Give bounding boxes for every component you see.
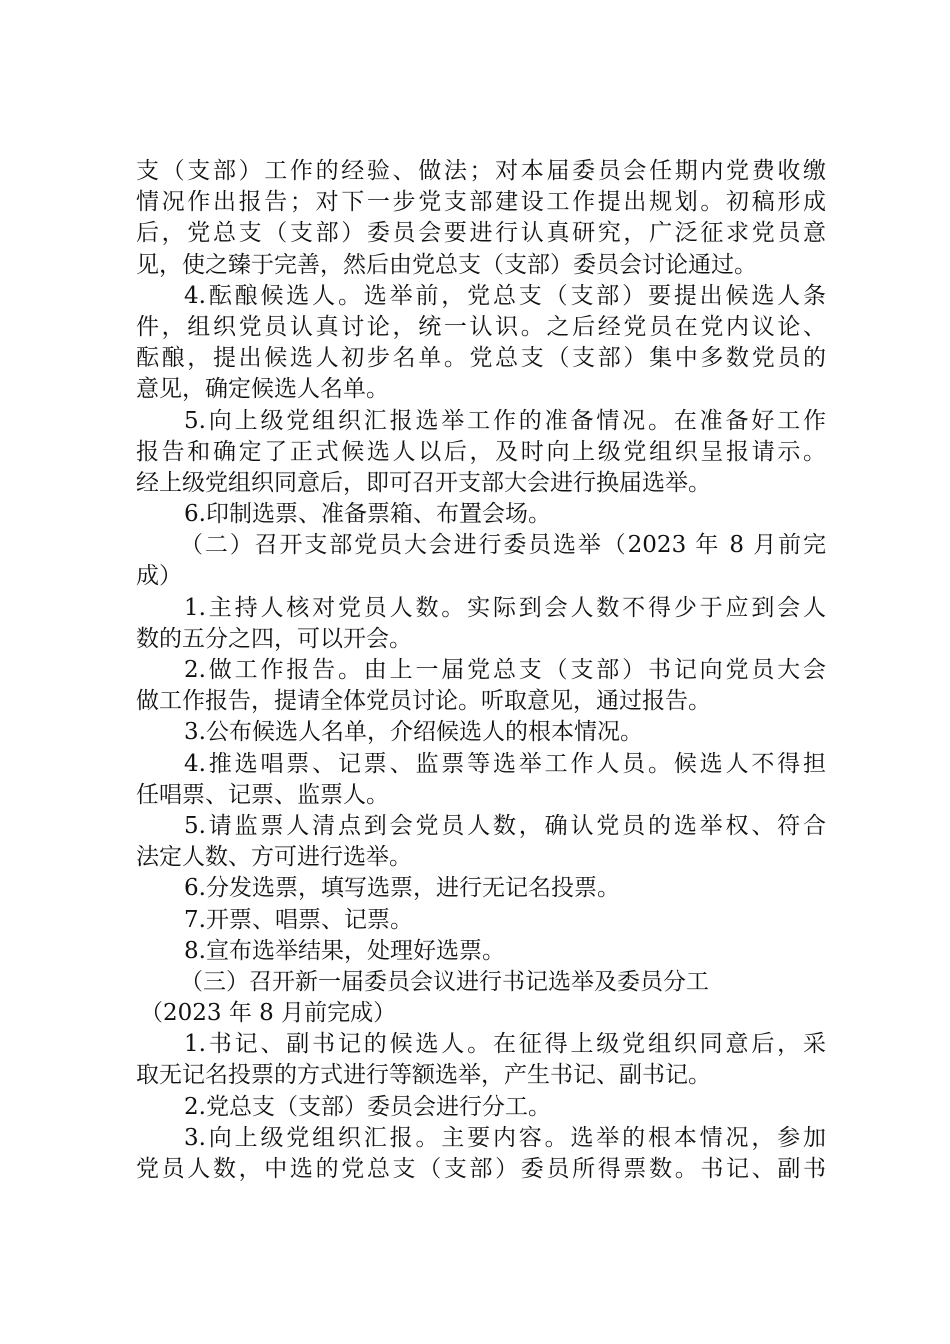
text-line: 酝酿，提出候选人初步名单。党总支（支部）集中多数党员的	[136, 345, 826, 372]
text-line: 党员人数，中选的党总支（支部）委员所得票数。书记、副书	[136, 1156, 826, 1182]
text-line: 数的五分之四，可以开会。	[136, 625, 412, 652]
text-line: 4.推选唱票、记票、监票等选举工作人员。候选人不得担	[184, 750, 826, 777]
section-heading: 成）	[136, 563, 182, 590]
text-line: 后，党总支（支部）委员会要进行认真研究，广泛征求党员意	[136, 220, 826, 247]
text-line: 3.公布候选人名单，介绍候选人的根本情况。	[184, 719, 643, 746]
text-line: 情况作出报告；对下一步党支部建设工作提出规划。初稿形成	[136, 189, 826, 216]
text-line: 报告和确定了正式候选人以后，及时向上级党组织呈报请示。	[136, 438, 826, 465]
text-line: 1.书记、副书记的候选人。在征得上级党组织同意后，采	[184, 1031, 826, 1058]
section-heading: （二）召开支部党员大会进行委员选举（2023 年 8 月前完	[180, 532, 826, 559]
text-line: 法定人数、方可进行选举。	[136, 844, 412, 871]
section-heading: （2023 年 8 月前完成）	[140, 1000, 397, 1027]
text-line: 6.印制选票、准备票箱、布置会场。	[184, 501, 551, 528]
text-line: 6.分发选票，填写选票，进行无记名投票。	[184, 875, 620, 902]
text-line: 做工作报告，提请全体党员讨论。听取意见，通过报告。	[136, 688, 711, 715]
text-line: 见，使之臻于完善，然后由党总支（支部）委员会讨论通过。	[136, 251, 757, 278]
text-line: 3.向上级党组织汇报。主要内容。选举的根本情况，参加	[184, 1124, 826, 1151]
text-line: 经上级党组织同意后，即可召开支部大会进行换届选举。	[136, 469, 711, 496]
text-line: 支（支部）工作的经验、做法；对本届委员会任期内党费收缴	[136, 158, 826, 184]
text-line: 任唱票、记票、监票人。	[136, 781, 389, 808]
text-line: 意见，确定候选人名单。	[136, 376, 389, 403]
text-line: 5.请监票人清点到会党员人数，确认党员的选举权、符合	[184, 812, 826, 839]
document-body	[136, 156, 826, 1185]
text-line: 5.向上级党组织汇报选举工作的准备情况。在准备好工作	[184, 407, 826, 434]
section-heading: （三）召开新一届委员会议进行书记选举及委员分工	[180, 968, 709, 995]
text-line: 取无记名投票的方式进行等额选举，产生书记、副书记。	[136, 1062, 711, 1089]
text-line: 件，组织党员认真讨论，统一认识。之后经党员在党内议论、	[136, 313, 826, 340]
text-line: 7.开票、唱票、记票。	[184, 906, 413, 933]
text-line: 2.党总支（支部）委员会进行分工。	[184, 1093, 551, 1120]
text-line: 4.酝酿候选人。选举前，党总支（支部）要提出候选人条	[184, 282, 826, 309]
text-line: 1.主持人核对党员人数。实际到会人数不得少于应到会人	[184, 594, 826, 621]
text-line: 8.宣布选举结果，处理好选票。	[184, 937, 505, 964]
text-line: 2.做工作报告。由上一届党总支（支部）书记向党员大会	[184, 657, 826, 683]
